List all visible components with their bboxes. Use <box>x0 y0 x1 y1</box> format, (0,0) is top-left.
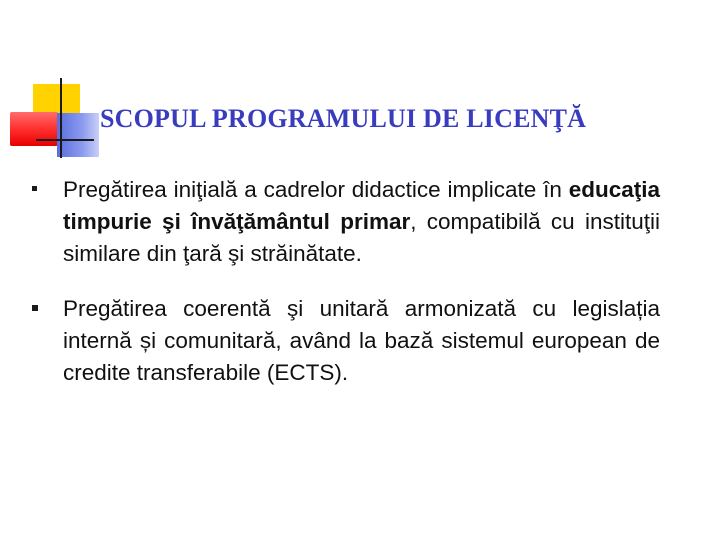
bullet-item <box>30 293 660 389</box>
slide-title: SCOPUL PROGRAMULUI DE LICENŢĂ <box>100 104 587 133</box>
bullet-list <box>30 174 660 389</box>
logo-vertical-line <box>60 78 62 158</box>
bullet-text-bold: educaţia timpurie şi învăţământul primar <box>63 177 660 234</box>
bullet-text <box>63 174 660 270</box>
bullet-item <box>30 174 660 270</box>
bullet-text-part: , compatibilă cu instituţii similare din ţară şi străinătate. <box>63 209 660 266</box>
decorative-logo <box>0 0 110 170</box>
bullet-text-part: Pregătirea iniţială a cadrelor didactice implicate în <box>63 177 569 202</box>
square-bullet-icon <box>32 186 37 191</box>
bullet-text: Pregătirea coerentă şi unitară armonizată cu legislația internă și comunitară, având la bază sistemul european de credite transferabile (ECTS). <box>63 296 660 385</box>
logo-horizontal-line <box>36 139 94 141</box>
square-bullet-icon <box>32 305 38 311</box>
logo-blue-square <box>57 113 99 157</box>
